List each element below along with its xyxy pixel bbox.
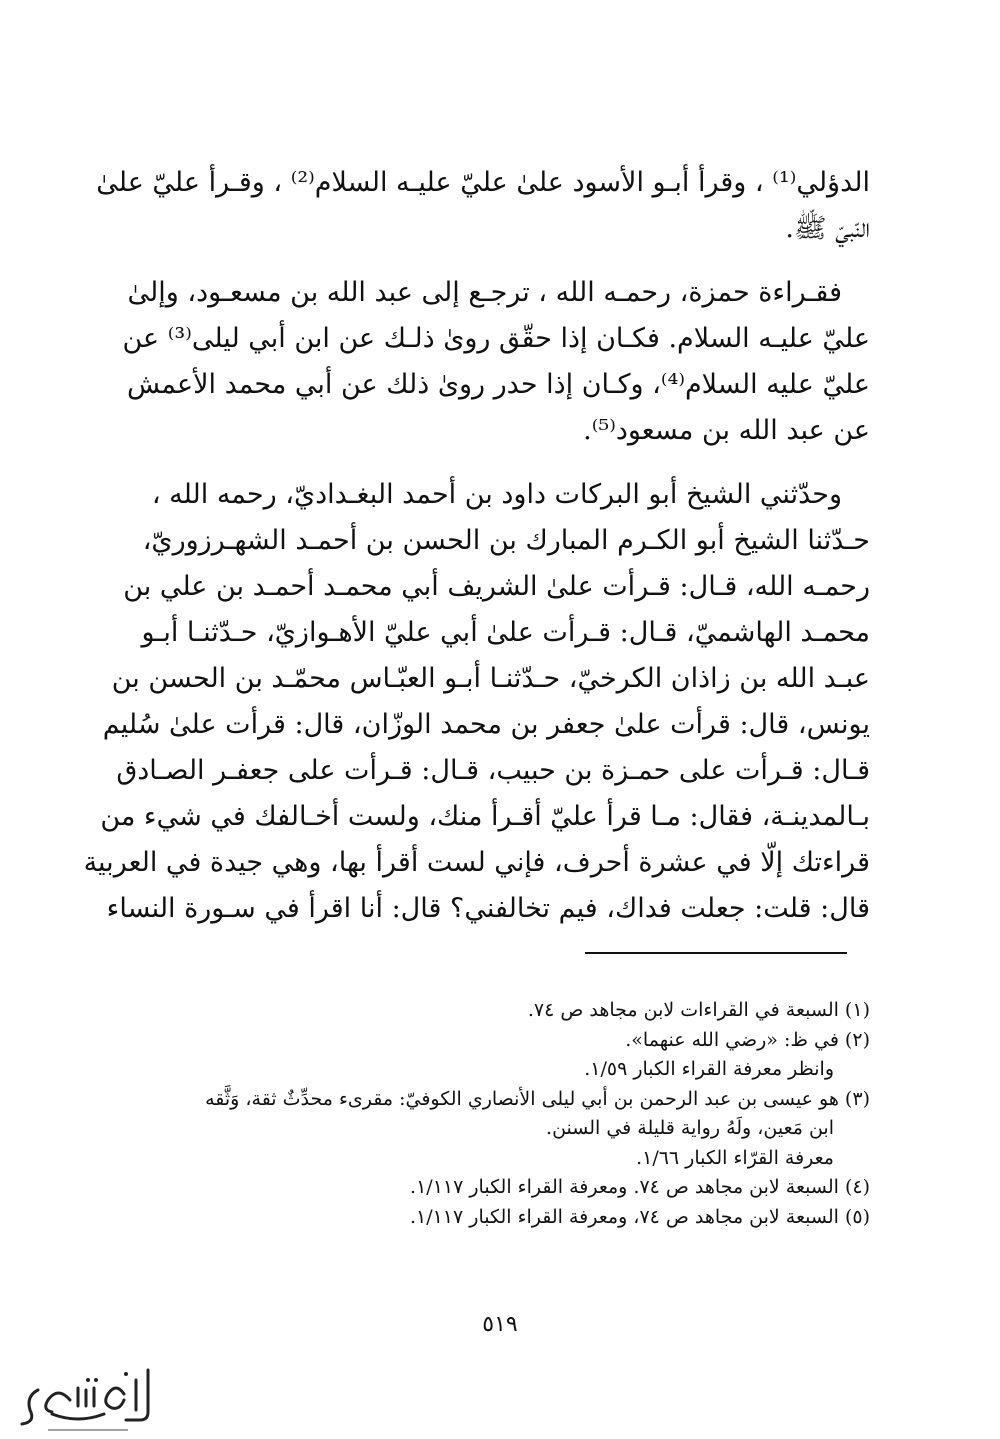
footnote-line: وانظر معرفة القراء الكبار ١/٥٩.: [584, 1058, 834, 1080]
text-line: عن عبد الله بن مسعود⁽⁵⁾.: [583, 415, 870, 446]
footnote-line: (٢) في ظ: «رضي الله عنهما».: [625, 1028, 870, 1051]
text-line: يونس، قال: قرأت علىٰ جعفر بن محمد الوزّان، قال: قرأت علىٰ سُليم: [102, 709, 870, 740]
text-line: الدؤلي⁽¹⁾ ، وقرأ أبـو الأسود علىٰ عليّ عليـه السلام⁽²⁾ ، وقـرأ عليّ علىٰ: [96, 167, 870, 198]
text-line: عليّ عليه السلام⁽⁴⁾، وكـان إذا حدر رویٰ ذلك عن أبي محمد الأعمش: [127, 369, 870, 400]
calligraphy-logo-icon: [8, 1360, 158, 1435]
footnote-line: ابن مَعين، ولَهُ رواية قليلة في السنن.: [546, 1117, 834, 1139]
text-line: رحمـه الله، قـال: قـرأت علىٰ الشريف أبي محمـد أحمـد بن علي بن: [123, 571, 870, 602]
footnote-divider: [585, 952, 847, 954]
text-line: محمـد الهاشميّ، قـال: قـرأت علىٰ أبي عليّ الأهـوازيّ، حـدّثنـا أبـو: [141, 617, 870, 648]
text-line: عبـد الله بن زاذان الكرخيّ، حـدّثنـا أبـو العبّـاس محمّـد بن الحسن بن: [111, 663, 870, 694]
text-line: قراءتك إلّا في عشرة أحرف، فإني لست أقرأ بها، وهي جيدة في العربية: [83, 847, 870, 878]
text-line: حـدّثنا الشيخ أبو الكـرم المبارك بن الحسن بن أحمـد الشهـرزوريّ،: [142, 525, 870, 556]
text-line: وحدّثني الشيخ أبو البركات داود بن أحمد البغـداديّ، رحمه الله ،: [151, 479, 842, 510]
paragraph-1: [96, 160, 870, 252]
text-line: فقـراءة حمزة، رحمـه الله ، ترجـع إلى عبد الله بن مسعـود، وإلىٰ: [127, 277, 842, 308]
footnote-line: (١) السبعة في القراءات لابن مجاهد ص ٧٤.: [527, 999, 870, 1021]
text-line: بـالمدينـة، فقال: مـا قرأ عليّ أقـرأ منك، ولست أخـالفك في شيء من: [100, 801, 870, 832]
footnotes: [160, 996, 870, 1232]
text-line: عليّ عليـه السلام. فكـان إذا حقّق رویٰ ذلـك عن ابن أبي ليلى⁽³⁾ عن: [122, 323, 870, 354]
text-line: قال: قلت: جعلت فداك، فيم تخالفني؟ قال: أنا اقرأ في سـورة النساء: [106, 893, 870, 924]
paragraph-3: [83, 472, 870, 932]
main-text: [83, 160, 870, 950]
paragraph-2: [122, 270, 870, 454]
page-number: ٥١٩: [482, 1312, 518, 1337]
footnote-line: (٥) السبعة لابن مجاهد ص ٧٤، ومعرفة القراء الكبار ١/١١٧.: [409, 1205, 870, 1228]
footnote-line: (٤) السبعة لابن مجاهد ص ٧٤. ومعرفة القراء الكبار ١/١١٧.: [410, 1176, 870, 1198]
text-line: النّبيّ ﷺ.: [785, 213, 870, 244]
text-line: قـال: قـرأت على حمـزة بن حبيب، قـال: قـرأت على جعفـر الصـادق: [116, 755, 870, 786]
footnote-line: (٣) هو عيسى بن عبد الرحمن بن أبي ليلى الأنصاري الكوفيّ: مقرىء محدِّثٌ ثقة، وَثَّقه: [205, 1087, 870, 1110]
footnote-line: معرفة القرّاء الكبار ١/٦٦.: [636, 1146, 834, 1169]
